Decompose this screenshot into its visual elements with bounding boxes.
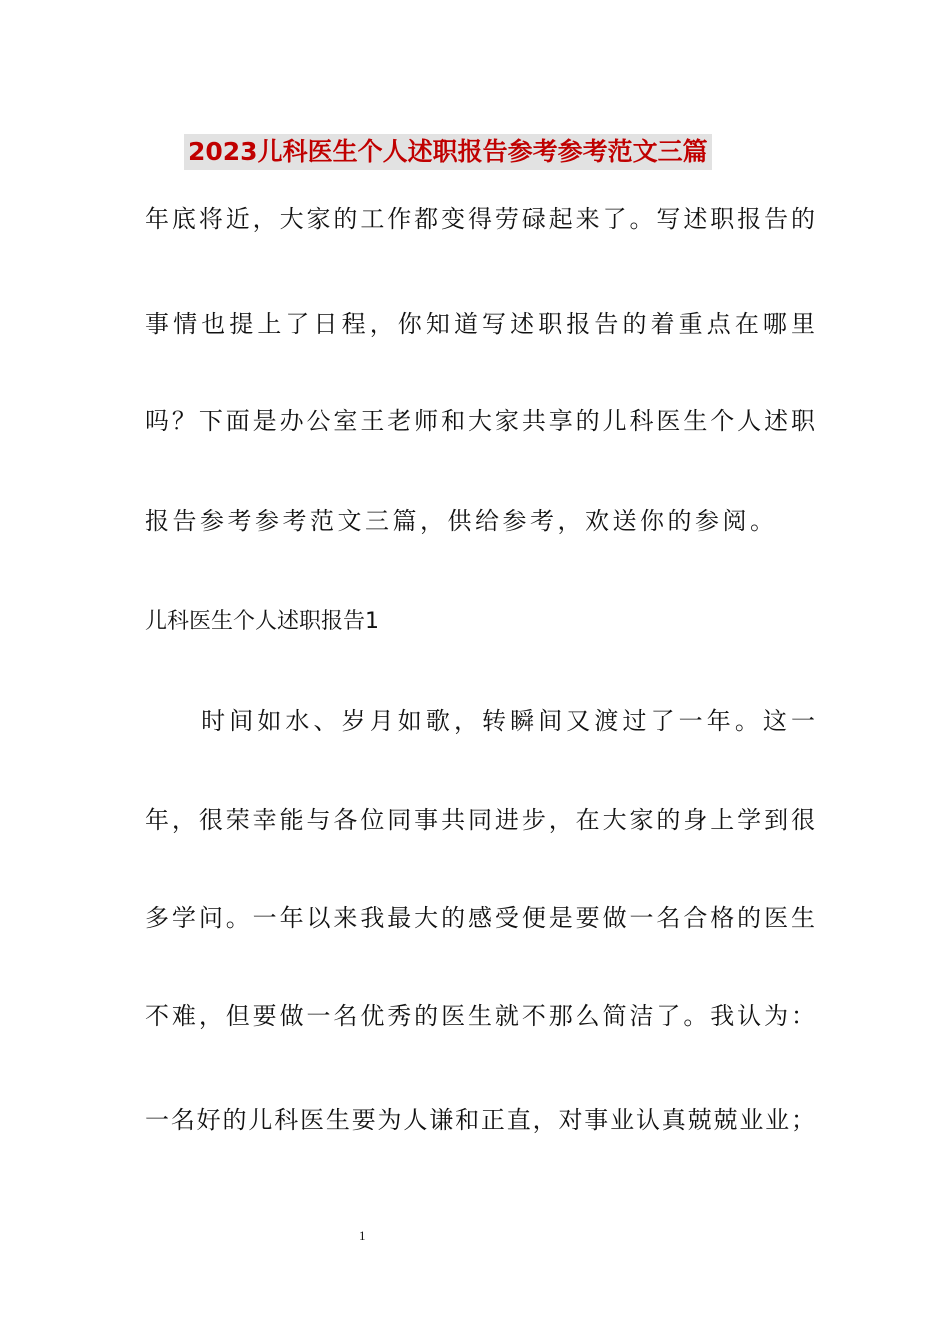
document-title: 2023儿科医生个人述职报告参考参考范文三篇 [184,134,712,170]
body-line: 不难，但要做一名优秀的医生就不那么简洁了。我认为： [145,1002,815,1030]
body-line: 年，很荣幸能与各位同事共同进步，在大家的身上学到很 [145,806,815,834]
intro-line: 年底将近，大家的工作都变得劳碌起来了。写述职报告的 [145,205,815,233]
body-line: 时间如水、岁月如歌，转瞬间又渡过了一年。这一 [145,707,815,735]
intro-line: 吗？下面是办公室王老师和大家共享的儿科医生个人述职 [145,407,815,435]
intro-line: 事情也提上了日程，你知道写述职报告的着重点在哪里 [145,310,815,338]
page-number: 1 [359,1228,366,1243]
section-heading: 儿科医生个人述职报告1 [145,609,379,634]
body-line: 多学问。一年以来我最大的感受便是要做一名合格的医生 [145,904,815,932]
body-line: 一名好的儿科医生要为人谦和正直，对事业认真兢兢业业； [145,1106,815,1134]
intro-line: 报告参考参考范文三篇，供给参考，欢送你的参阅。 [145,507,778,535]
